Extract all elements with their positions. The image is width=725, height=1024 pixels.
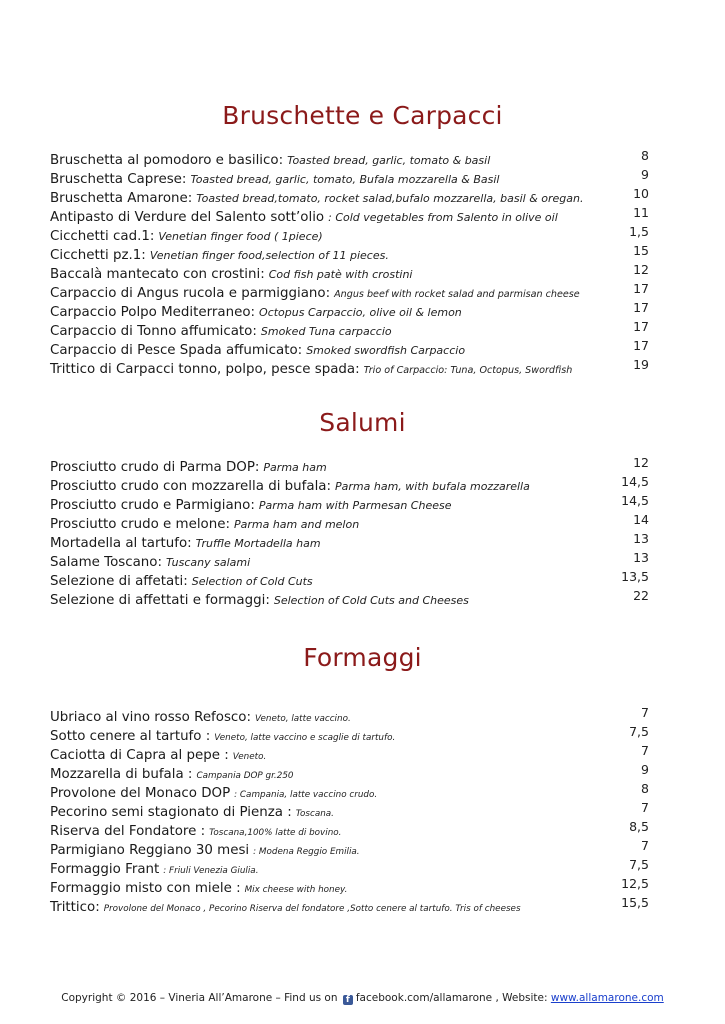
item-description: : Campania, latte vaccino crudo. [234, 790, 378, 800]
item-name: Salame Toscano: [50, 555, 163, 570]
item-price: 19 [633, 357, 649, 372]
item-price: 14,5 [621, 474, 649, 489]
menu-item [50, 858, 657, 877]
item-description: Trio of Carpaccio: Tuna, Octopus, Swordfish [363, 365, 573, 376]
menu-item [50, 570, 657, 589]
menu-item [50, 839, 657, 858]
item-price: 17 [633, 338, 649, 353]
menu-item [50, 725, 657, 744]
item-price: 13 [633, 550, 649, 565]
menu-item [50, 358, 657, 377]
item-description: Angus beef with rocket salad and parmisan cheese [334, 289, 580, 300]
menu-item [50, 589, 657, 608]
item-name: Cicchetti pz.1: [50, 248, 146, 263]
item-price: 17 [633, 281, 649, 296]
menu-item [50, 225, 657, 244]
item-description: Venetian finger food ( 1piece) [158, 230, 323, 243]
item-description: Smoked Tuna carpaccio [260, 325, 392, 338]
item-price: 12 [633, 455, 649, 470]
menu-item [50, 456, 657, 475]
item-name: Prosciutto crudo con mozzarella di bufala: [50, 479, 332, 494]
section-title: Bruschette e Carpacci [222, 101, 503, 130]
item-name: Formaggio misto con miele : [50, 881, 241, 896]
menu-item [50, 763, 657, 782]
menu-item [50, 532, 657, 551]
item-name: Cicchetti cad.1: [50, 229, 155, 244]
item-price: 15 [633, 243, 649, 258]
item-price: 7 [641, 800, 649, 815]
item-price: 1,5 [629, 224, 649, 239]
menu-item [50, 282, 657, 301]
item-description: Toasted bread, garlic, tomato, Bufala mozzarella & Basil [190, 173, 500, 186]
item-price: 8,5 [629, 819, 649, 834]
item-price: 14,5 [621, 493, 649, 508]
section-title: Formaggi [303, 643, 422, 672]
item-name: Selezione di affettati e formaggi: [50, 593, 270, 608]
item-name: Formaggio Frant [50, 862, 160, 877]
item-name: Bruschetta al pomodoro e basilico: [50, 153, 284, 168]
menu-item [50, 782, 657, 801]
item-price: 7 [641, 743, 649, 758]
item-price: 22 [633, 588, 649, 603]
menu-item [50, 494, 657, 513]
item-price: 7,5 [629, 724, 649, 739]
item-name: Carpaccio di Tonno affumicato: [50, 324, 257, 339]
item-price: 9 [641, 762, 649, 777]
item-name: Prosciutto crudo di Parma DOP: [50, 460, 260, 475]
item-description: Veneto, latte vaccino e scaglie di tartufo. [214, 733, 396, 743]
facebook-icon: f [343, 995, 353, 1005]
item-description: Venetian finger food,selection of 11 pieces. [149, 249, 389, 262]
item-price: 11 [633, 205, 649, 220]
item-name: Mortadella al tartufo: [50, 536, 192, 551]
menu-item [50, 744, 657, 763]
item-name: Carpaccio di Pesce Spada affumicato: [50, 343, 303, 358]
item-price: 17 [633, 300, 649, 315]
item-description: Toscana. [295, 809, 334, 819]
item-name: Ubriaco al vino rosso Refosco: [50, 710, 252, 725]
item-name: Bruschetta Amarone: [50, 191, 193, 206]
menu-item [50, 801, 657, 820]
menu-list [50, 456, 657, 608]
item-description: Parma ham with Parmesan Cheese [258, 499, 452, 512]
item-name: Parmigiano Reggiano 30 mesi [50, 843, 250, 858]
menu-item [50, 149, 657, 168]
website-link[interactable]: www.allamarone.com [550, 992, 664, 1004]
item-name: Carpaccio di Angus rucola e parmiggiano: [50, 286, 331, 301]
menu-item [50, 896, 657, 915]
item-name: Antipasto di Verdure del Salento sott’olio [50, 210, 325, 225]
menu-item [50, 475, 657, 494]
item-price: 7 [641, 705, 649, 720]
item-description: Veneto, latte vaccino. [255, 714, 351, 724]
item-name: Pecorino semi stagionato di Pienza : [50, 805, 292, 820]
item-description: Veneto. [232, 752, 267, 762]
menu-item [50, 320, 657, 339]
item-description: : Friuli Venezia Giulia. [163, 866, 259, 876]
item-description: Toscana,100% latte di bovino. [209, 828, 342, 838]
menu-item [50, 706, 657, 725]
item-name: Prosciutto crudo e Parmigiano: [50, 498, 255, 513]
item-description: Mix cheese with honey. [244, 885, 348, 895]
item-description: Truffle Mortadella ham [195, 537, 321, 550]
menu-item [50, 244, 657, 263]
item-description: Parma ham, with bufala mozzarella [335, 480, 530, 493]
menu-item [50, 513, 657, 532]
menu-item [50, 301, 657, 320]
item-description: Parma ham and melon [233, 518, 360, 531]
item-name: Sotto cenere al tartufo : [50, 729, 211, 744]
item-price: 8 [641, 781, 649, 796]
menu-item [50, 820, 657, 839]
item-price: 7,5 [629, 857, 649, 872]
item-name: Selezione di affetati: [50, 574, 188, 589]
menu-item [50, 168, 657, 187]
menu-item [50, 877, 657, 896]
item-description: Smoked swordfish Carpaccio [306, 344, 466, 357]
item-price: 12 [633, 262, 649, 277]
item-price: 17 [633, 319, 649, 334]
item-description: Parma ham [263, 461, 327, 474]
item-description: Cod fish patè with crostini [268, 268, 413, 281]
facebook-text: facebook.com/allamarone , Website: [355, 992, 548, 1004]
item-description: : Cold vegetables from Salento in olive oil [328, 211, 558, 224]
item-name: Trittico di Carpacci tonno, polpo, pesce spada: [50, 362, 360, 377]
item-price: 13,5 [621, 569, 649, 584]
item-price: 15,5 [621, 895, 649, 910]
menu-item [50, 187, 657, 206]
menu-item [50, 551, 657, 570]
item-name: Baccalà mantecato con crostini: [50, 267, 265, 282]
menu-item [50, 339, 657, 358]
section-title: Salumi [319, 408, 406, 437]
item-description: Tuscany salami [166, 556, 251, 569]
item-description: : Modena Reggio Emilia. [253, 847, 360, 857]
page-footer [0, 992, 725, 1005]
item-price: 10 [633, 186, 649, 201]
item-price: 14 [633, 512, 649, 527]
item-description: Selection of Cold Cuts [191, 575, 313, 588]
item-description: Campania DOP gr.250 [196, 771, 294, 781]
item-name: Mozzarella di bufala : [50, 767, 193, 782]
item-name: Riserva del Fondatore : [50, 824, 206, 839]
item-description: Selection of Cold Cuts and Cheeses [273, 594, 469, 607]
item-description: Provolone del Monaco , Pecorino Riserva del fondatore ,Sotto cenere al tartufo. Tris of cheeses [103, 904, 521, 914]
item-name: Carpaccio Polpo Mediterraneo: [50, 305, 256, 320]
item-price: 9 [641, 167, 649, 182]
menu-item [50, 206, 657, 225]
menu-item [50, 263, 657, 282]
item-price: 7 [641, 838, 649, 853]
item-description: Octopus Carpaccio, olive oil & lemon [259, 306, 462, 319]
copyright-text: Copyright © 2016 – Vineria All’Amarone – Find us on [61, 992, 338, 1004]
item-price: 12,5 [621, 876, 649, 891]
item-name: Provolone del Monaco DOP [50, 786, 231, 801]
menu-list [50, 706, 657, 915]
item-price: 8 [641, 148, 649, 163]
item-name: Caciotta di Capra al pepe : [50, 748, 229, 763]
item-name: Prosciutto crudo e melone: [50, 517, 230, 532]
item-description: Toasted bread,tomato, rocket salad,bufalo mozzarella, basil & oregan. [196, 192, 584, 205]
item-description: Toasted bread, garlic, tomato & basil [287, 154, 491, 167]
item-name: Trittico: [50, 900, 100, 915]
menu-list [50, 149, 657, 377]
item-price: 13 [633, 531, 649, 546]
item-name: Bruschetta Caprese: [50, 172, 187, 187]
